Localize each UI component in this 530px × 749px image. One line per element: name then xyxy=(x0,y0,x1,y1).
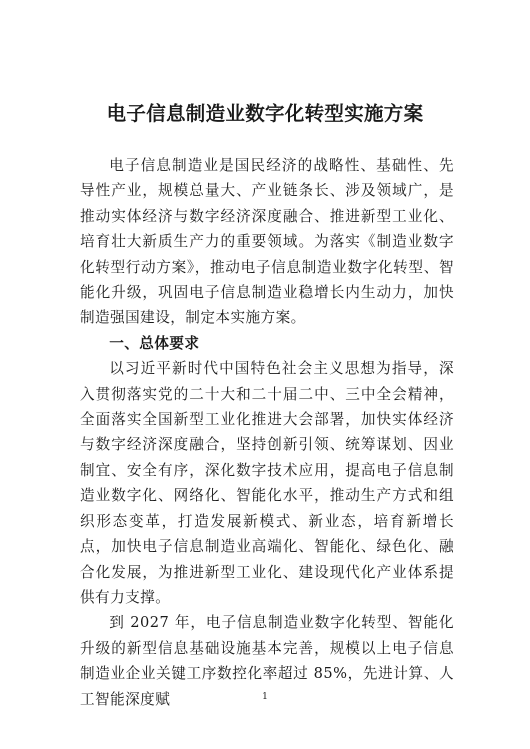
section-paragraph-2: 到 2027 年，电子信息制造业数字化转型、智能化升级的新型信息基础设施基本完善，规模以上电子信息制造业企业关键工序数控化率超过 85%，先进计算、人工智能深度赋 xyxy=(80,614,454,708)
document-body xyxy=(80,153,454,712)
document-title: 电子信息制造业数字化转型实施方案 xyxy=(106,102,424,125)
section-heading: 一、总体要求 xyxy=(109,334,200,352)
page-number: 1 xyxy=(262,692,268,702)
section-paragraph-1: 以习近平新时代中国特色社会主义思想为指导，深入贯彻落实党的二十大和二十届二中、三中全会精神，全面落实全国新型工业化推进大会部署，加快实体经济与数字经济深度融合，坚持创新引领、统筹谋划、因业制宜、安全有序，深化数字技术应用，提高电子信息制造业数字化、网络化、智能化水平，推动生产方式和组织形态变革，打造发展新模式、新业态，培育新增长点，加快电子信息制造业高端化、智能化、绿色化、融合化发展，为推进新型工业化、建设现代化产业体系提供有力支撑。 xyxy=(80,360,454,606)
intro-paragraph: 电子信息制造业是国民经济的战略性、基础性、先导性产业，规模总量大、产业链条长、涉及领域广，是推动实体经济与数字经济深度融合、推进新型工业化、培育壮大新质生产力的重要领域。为落实《制造业数字化转型行动方案》，推动电子信息制造业数字化转型、智能化升级，巩固电子信息制造业稳增长内生动力，加快制造强国建设，制定本实施方案。 xyxy=(80,157,454,327)
